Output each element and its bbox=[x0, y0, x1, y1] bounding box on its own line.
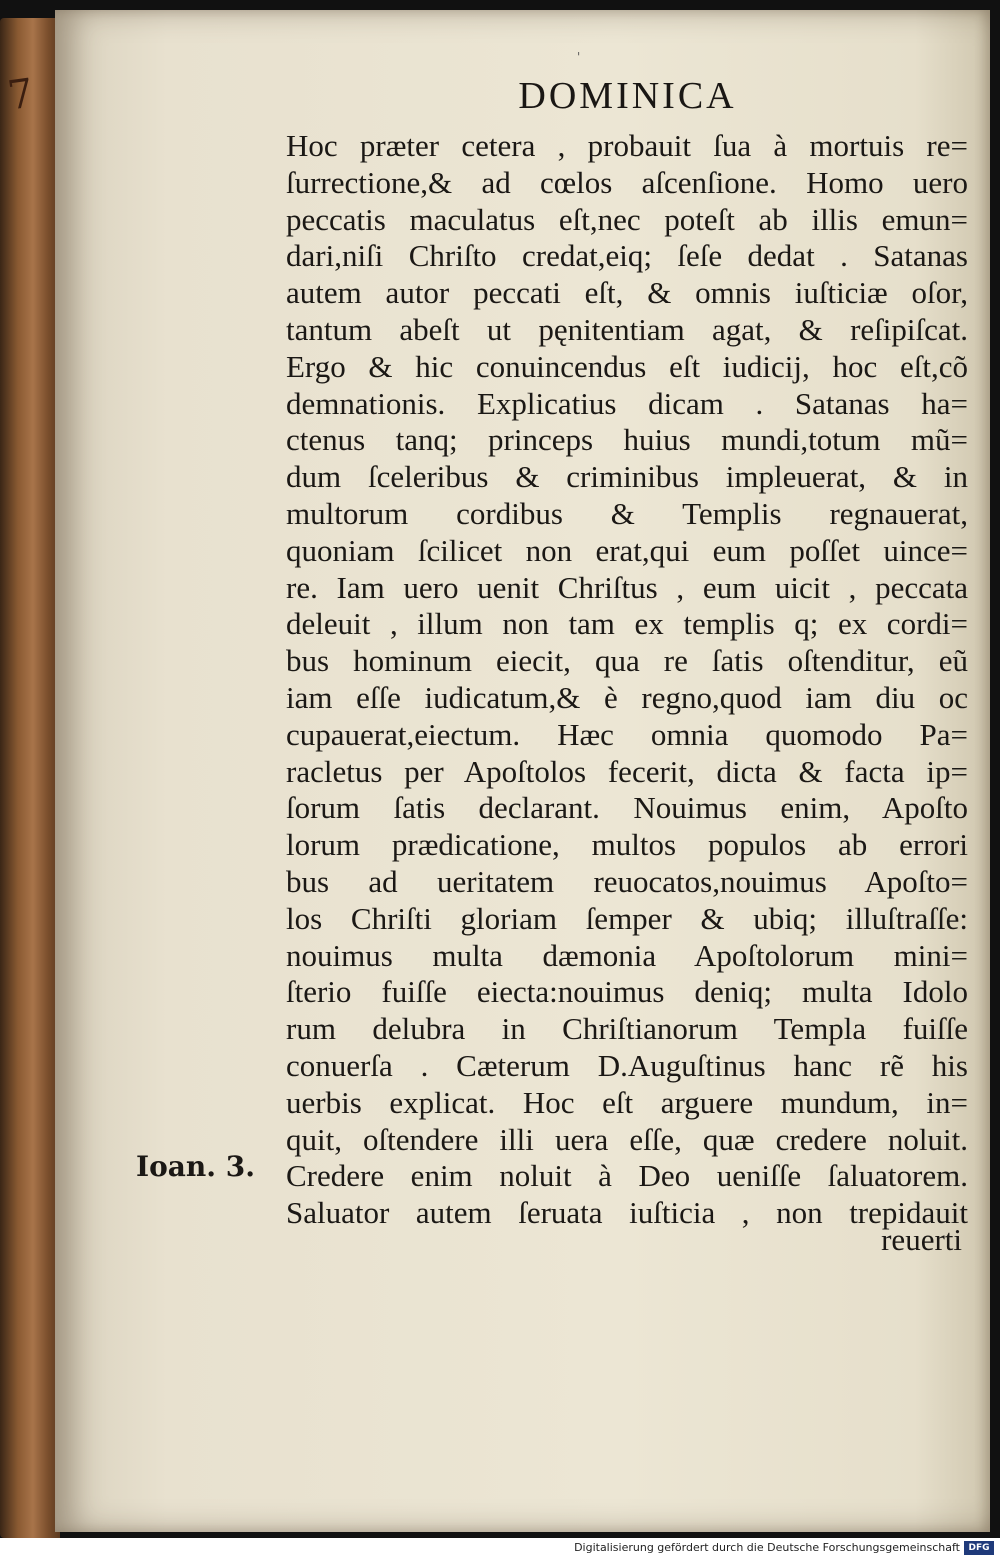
text-line: iam eſſe iudicatum,& è regno,quod iam diu oc bbox=[286, 679, 968, 715]
text-line: multorum cordibus & Templis regnauerat, bbox=[286, 495, 968, 531]
text-line: bus ad ueritatem reuocatos,nouimus Apoſto= bbox=[286, 863, 968, 899]
text-line: ſurrectione,& ad cœlos aſcenſione. Homo uero bbox=[286, 164, 968, 200]
text-line: bus hominum eiecit, qua re ſatis oſtenditur, eũ bbox=[286, 643, 968, 679]
text-line: ſterio fuiſſe eiecta:nouimus deniq; multa Idolo bbox=[286, 974, 968, 1010]
text-line: los Chriſti gloriam ſemper & ubiq; illuſtraſſe: bbox=[286, 900, 968, 936]
text-line: nouimus multa dæmonia Apoſtolorum mini= bbox=[286, 937, 968, 973]
dfg-logo: DFG bbox=[964, 1541, 994, 1555]
body-text bbox=[286, 128, 968, 1232]
running-head: DOMINICA bbox=[518, 75, 737, 117]
book-spine-edge bbox=[0, 18, 60, 1538]
text-line: re. Iam uero uenit Chriſtus , eum uicit , peccata bbox=[286, 569, 968, 605]
text-line: racletus per Apoſtolos fecerit, dicta & facta ip= bbox=[286, 753, 968, 789]
text-line: lorum prædicatione, multos populos ab errori bbox=[286, 827, 968, 863]
text-line: ctenus tanq; princeps huius mundi,totum mũ= bbox=[286, 422, 968, 458]
text-line: demnationis. Explicatius dicam . Satanas ha= bbox=[286, 385, 968, 421]
ink-tick-mark: ' bbox=[577, 50, 581, 64]
text-line: deleuit , illum non tam ex templis q; ex cordi= bbox=[286, 606, 968, 642]
text-line: ſorum ſatis declarant. Nouimus enim, Apoſto bbox=[286, 790, 968, 826]
text-line: cupauerat,eiectum. Hæc omnia quomodo Pa= bbox=[286, 716, 968, 752]
ink-corner-mark: 7 bbox=[4, 70, 37, 120]
text-line: tantum abeſt ut pęnitentiam agat, & reſipiſcat. bbox=[286, 311, 968, 347]
text-line: dari,niſi Chriſto credat,eiq; ſeſe dedat . Satanas bbox=[286, 238, 968, 274]
text-line: Saluator autem ſeruata iuſticia , non trepidauit bbox=[286, 1195, 968, 1231]
text-line: Hoc præter cetera , probauit ſua à mortuis re= bbox=[286, 128, 968, 163]
text-line: rum delubra in Chriſtianorum Templa fuiſſe bbox=[286, 1011, 968, 1047]
margin-note: Ioan. 3. bbox=[136, 1150, 255, 1183]
digitization-footer bbox=[0, 1538, 1000, 1558]
catchword: reuerti bbox=[881, 1222, 962, 1257]
text-line: Ergo & hic conuincendus eſt iudicij, hoc eſt,cõ bbox=[286, 348, 968, 384]
text-line: conuerſa . Cæterum D.Auguſtinus hanc rẽ his bbox=[286, 1047, 968, 1083]
text-line: quoniam ſcilicet non erat,qui eum poſſet uince= bbox=[286, 532, 968, 568]
text-line: dum ſceleribus & criminibus impleuerat, & in bbox=[286, 459, 968, 495]
text-line: quit, oſtendere illi uera eſſe, quæ credere noluit. bbox=[286, 1121, 968, 1157]
text-line: uerbis explicat. Hoc eſt arguere mundum, in= bbox=[286, 1084, 968, 1120]
text-line: peccatis maculatus eſt,nec poteſt ab illis emun= bbox=[286, 201, 968, 237]
text-line: Credere enim noluit à Deo ueniſſe ſaluatorem. bbox=[286, 1158, 968, 1194]
footer-credit-text: Digitalisierung gefördert durch die Deutsche Forschungsgemeinschaft bbox=[574, 1541, 960, 1554]
text-line: autem autor peccati eſt, & omnis iuſticiæ oſor, bbox=[286, 275, 968, 311]
